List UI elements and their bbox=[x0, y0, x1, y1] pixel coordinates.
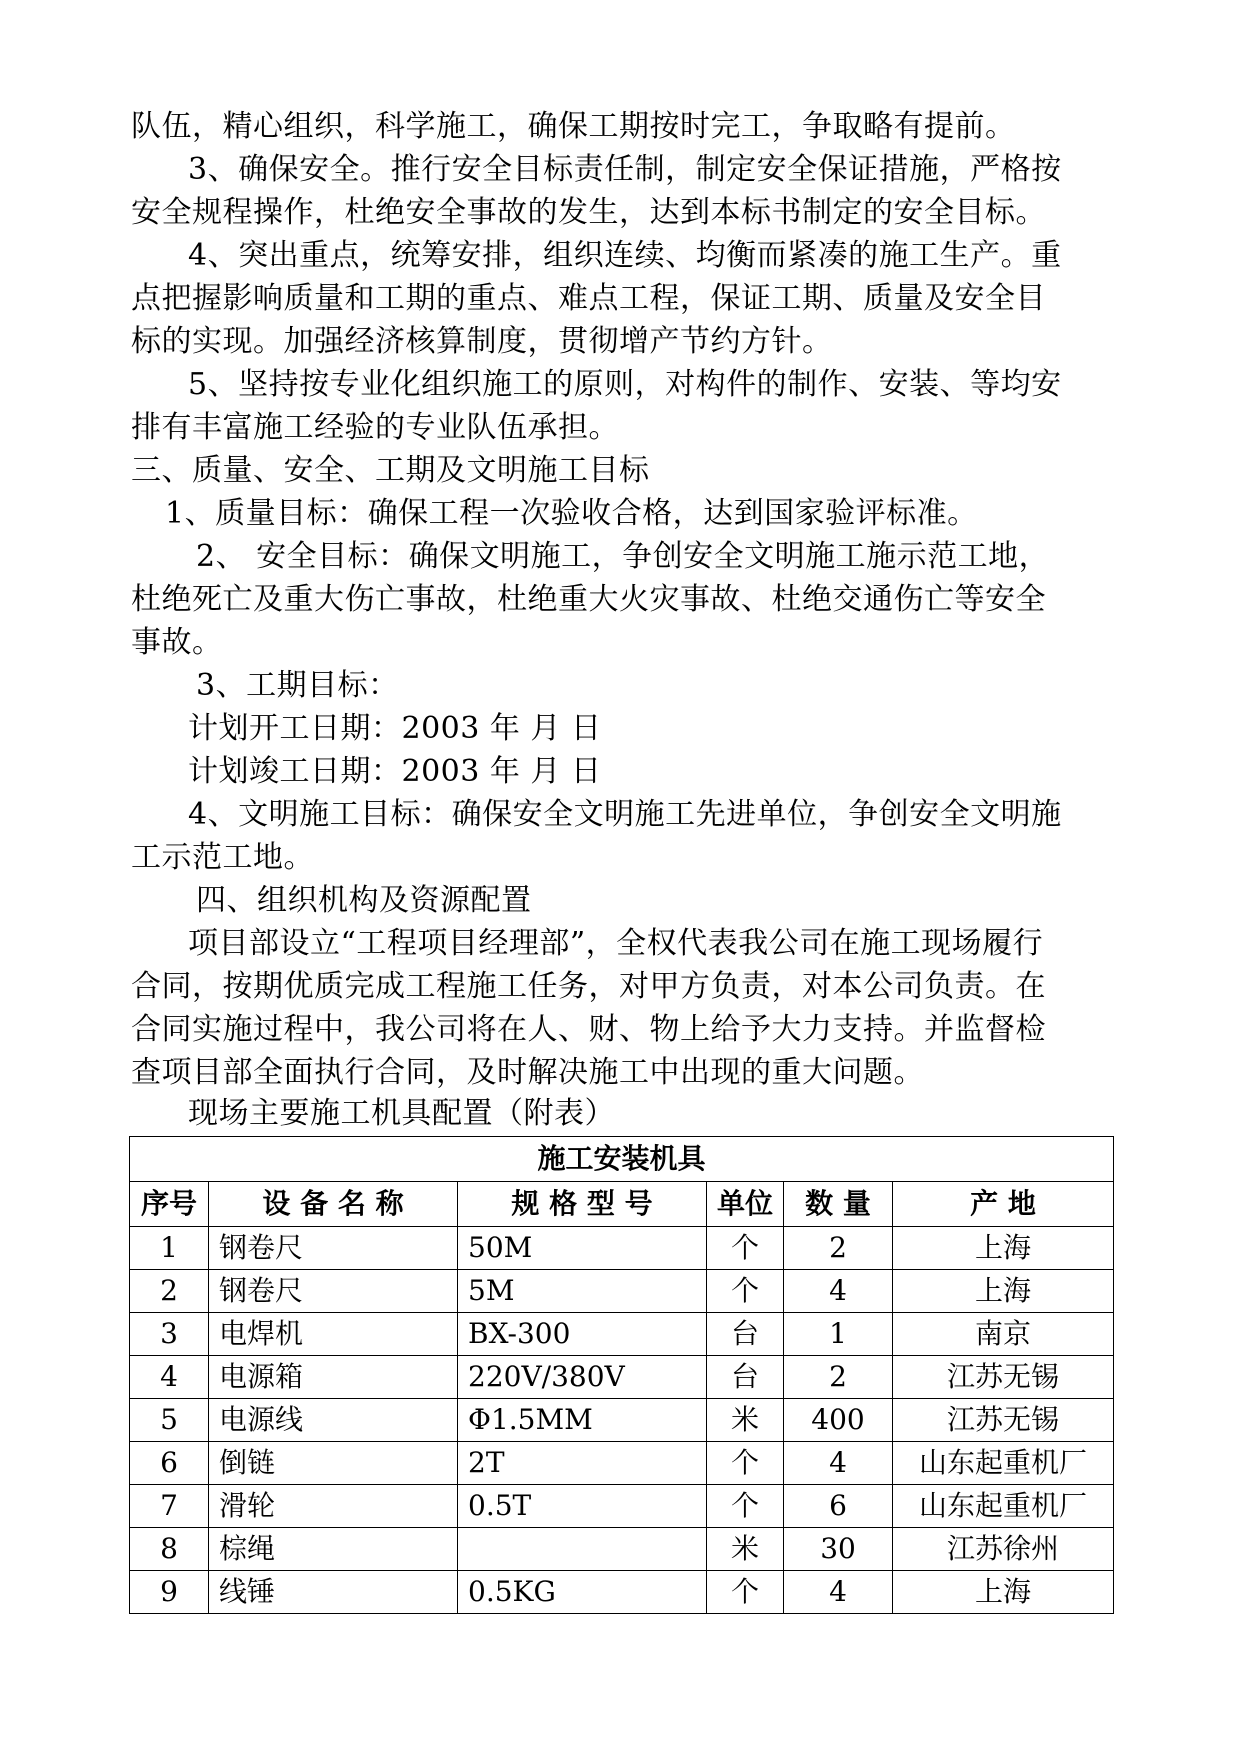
specification-cell: 0.5T bbox=[458, 1485, 707, 1528]
origin-cell: 江苏无锡 bbox=[893, 1356, 1114, 1399]
origin-cell: 江苏无锡 bbox=[893, 1399, 1114, 1442]
row-number-cell: 7 bbox=[130, 1485, 209, 1528]
origin-cell: 山东起重机厂 bbox=[893, 1485, 1114, 1528]
unit-cell: 个 bbox=[707, 1270, 784, 1313]
row-number-cell: 6 bbox=[130, 1442, 209, 1485]
column-header: 单位 bbox=[707, 1182, 784, 1227]
origin-cell: 山东起重机厂 bbox=[893, 1442, 1114, 1485]
table-title: 施工安装机具 bbox=[130, 1137, 1114, 1182]
equipment-name-cell: 倒链 bbox=[209, 1442, 458, 1485]
row-number-cell: 1 bbox=[130, 1227, 209, 1270]
specification-cell: 220V/380V bbox=[458, 1356, 707, 1399]
paragraph-line: 工示范工地。 bbox=[131, 840, 314, 875]
paragraph-line: 合同实施过程中，我公司将在人、财、物上给予大力支持。并监督检 bbox=[131, 1012, 1046, 1047]
specification-cell bbox=[458, 1528, 707, 1571]
equipment-name-cell: 电源箱 bbox=[209, 1356, 458, 1399]
table-row bbox=[130, 1356, 1114, 1399]
row-number-cell: 3 bbox=[130, 1313, 209, 1356]
specification-cell: 50M bbox=[458, 1227, 707, 1270]
quantity-cell: 6 bbox=[784, 1485, 893, 1528]
quantity-cell: 2 bbox=[784, 1227, 893, 1270]
paragraph-line: 2、 安全目标：确保文明施工，争创安全文明施工施示范工地， bbox=[196, 539, 1050, 574]
paragraph-line: 3、确保安全。推行安全目标责任制，制定安全保证措施，严格按 bbox=[188, 152, 1062, 187]
section-heading: 四、组织机构及资源配置 bbox=[196, 883, 532, 918]
specification-cell: 2T bbox=[458, 1442, 707, 1485]
column-header: 设 备 名 称 bbox=[209, 1182, 458, 1227]
paragraph-line: 队伍，精心组织，科学施工，确保工期按时完工，争取略有提前。 bbox=[131, 109, 1016, 144]
paragraph-line: 标的实现。加强经济核算制度，贯彻增产节约方针。 bbox=[131, 324, 833, 359]
planned-start-date: 计划开工日期：2003 年 月 日 bbox=[188, 711, 602, 746]
quantity-cell: 2 bbox=[784, 1356, 893, 1399]
row-number-cell: 5 bbox=[130, 1399, 209, 1442]
specification-cell: Φ1.5MM bbox=[458, 1399, 707, 1442]
table-row bbox=[130, 1528, 1114, 1571]
column-header: 序号 bbox=[130, 1182, 209, 1227]
unit-cell: 米 bbox=[707, 1399, 784, 1442]
unit-cell: 米 bbox=[707, 1528, 784, 1571]
quantity-cell: 400 bbox=[784, 1399, 893, 1442]
unit-cell: 个 bbox=[707, 1485, 784, 1528]
table-row bbox=[130, 1270, 1114, 1313]
table-row bbox=[130, 1313, 1114, 1356]
equipment-name-cell: 线锤 bbox=[209, 1571, 458, 1614]
origin-cell: 上海 bbox=[893, 1270, 1114, 1313]
specification-cell: 5M bbox=[458, 1270, 707, 1313]
equipment-table bbox=[129, 1136, 1114, 1614]
quantity-cell: 30 bbox=[784, 1528, 893, 1571]
row-number-cell: 2 bbox=[130, 1270, 209, 1313]
paragraph-line: 查项目部全面执行合同，及时解决施工中出现的重大问题。 bbox=[131, 1055, 924, 1090]
paragraph-line: 点把握影响质量和工期的重点、难点工程，保证工期、质量及安全目 bbox=[131, 281, 1046, 316]
quantity-cell: 4 bbox=[784, 1571, 893, 1614]
equipment-name-cell: 钢卷尺 bbox=[209, 1270, 458, 1313]
row-number-cell: 8 bbox=[130, 1528, 209, 1571]
quantity-cell: 4 bbox=[784, 1442, 893, 1485]
paragraph-line: 4、突出重点，统筹安排，组织连续、均衡而紧凑的施工生产。重 bbox=[188, 238, 1062, 273]
origin-cell: 上海 bbox=[893, 1227, 1114, 1270]
table-intro: 现场主要施工机具配置（附表） bbox=[188, 1096, 615, 1131]
paragraph-line: 4、文明施工目标：确保安全文明施工先进单位，争创安全文明施 bbox=[188, 797, 1062, 832]
unit-cell: 个 bbox=[707, 1227, 784, 1270]
paragraph-line: 合同，按期优质完成工程施工任务，对甲方负责，对本公司负责。在 bbox=[131, 969, 1046, 1004]
planned-end-date: 计划竣工日期：2003 年 月 日 bbox=[188, 754, 602, 789]
paragraph-line: 安全规程操作，杜绝安全事故的发生，达到本标书制定的安全目标。 bbox=[131, 195, 1046, 230]
table-body bbox=[130, 1227, 1114, 1614]
equipment-name-cell: 电源线 bbox=[209, 1399, 458, 1442]
origin-cell: 南京 bbox=[893, 1313, 1114, 1356]
paragraph-line: 1、质量目标：确保工程一次验收合格，达到国家验评标准。 bbox=[165, 496, 978, 531]
equipment-name-cell: 滑轮 bbox=[209, 1485, 458, 1528]
paragraph-line: 排有丰富施工经验的专业队伍承担。 bbox=[131, 410, 619, 445]
row-number-cell: 4 bbox=[130, 1356, 209, 1399]
specification-cell: 0.5KG bbox=[458, 1571, 707, 1614]
specification-cell: BX-300 bbox=[458, 1313, 707, 1356]
quantity-cell: 4 bbox=[784, 1270, 893, 1313]
section-heading: 三、质量、安全、工期及文明施工目标 bbox=[131, 453, 650, 488]
unit-cell: 台 bbox=[707, 1356, 784, 1399]
row-number-cell: 9 bbox=[130, 1571, 209, 1614]
column-header: 数 量 bbox=[784, 1182, 893, 1227]
origin-cell: 上海 bbox=[893, 1571, 1114, 1614]
paragraph-line: 事故。 bbox=[131, 625, 223, 660]
column-header: 产 地 bbox=[893, 1182, 1114, 1227]
unit-cell: 个 bbox=[707, 1571, 784, 1614]
table-row bbox=[130, 1571, 1114, 1614]
equipment-name-cell: 棕绳 bbox=[209, 1528, 458, 1571]
table-row bbox=[130, 1485, 1114, 1528]
column-header: 规 格 型 号 bbox=[458, 1182, 707, 1227]
equipment-name-cell: 钢卷尺 bbox=[209, 1227, 458, 1270]
paragraph-line: 5、坚持按专业化组织施工的原则，对构件的制作、安装、等均安 bbox=[188, 367, 1062, 402]
table-row bbox=[130, 1227, 1114, 1270]
paragraph-line: 项目部设立“工程项目经理部”，全权代表我公司在施工现场履行 bbox=[188, 926, 1044, 961]
table-row bbox=[130, 1442, 1114, 1485]
paragraph-line: 杜绝死亡及重大伤亡事故，杜绝重大火灾事故、杜绝交通伤亡等安全 bbox=[131, 582, 1046, 617]
unit-cell: 台 bbox=[707, 1313, 784, 1356]
paragraph-line: 3、工期目标： bbox=[196, 668, 399, 703]
origin-cell: 江苏徐州 bbox=[893, 1528, 1114, 1571]
quantity-cell: 1 bbox=[784, 1313, 893, 1356]
unit-cell: 个 bbox=[707, 1442, 784, 1485]
equipment-name-cell: 电焊机 bbox=[209, 1313, 458, 1356]
table-row bbox=[130, 1399, 1114, 1442]
table-header-row bbox=[130, 1182, 1114, 1227]
